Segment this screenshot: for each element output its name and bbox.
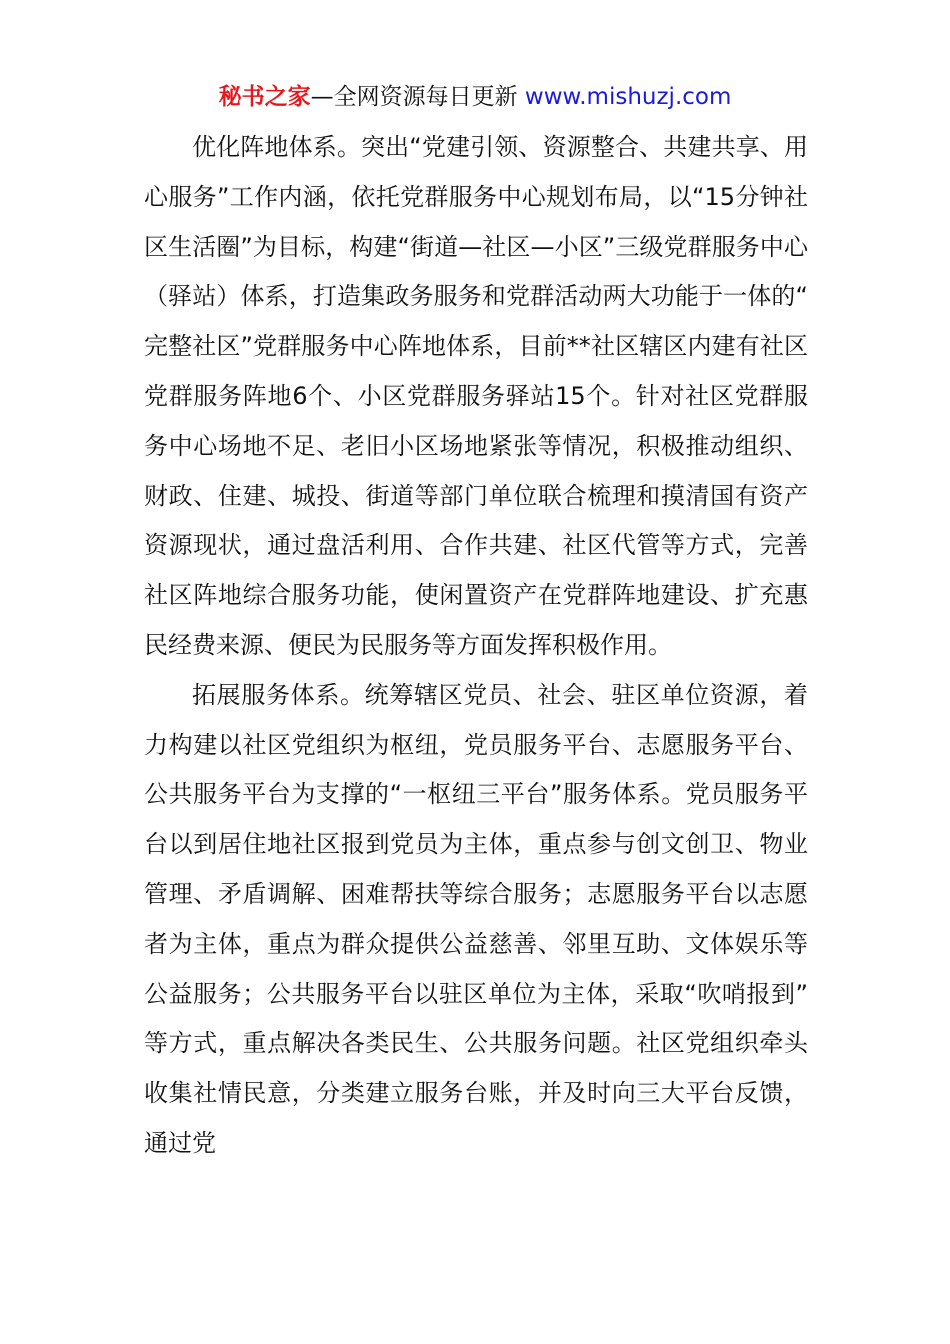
site-url-link[interactable]: www.mishuzj.com xyxy=(524,84,732,110)
paragraph-optimize-position-system: 优化阵地体系。突出“党建引领、资源整合、共建共享、用心服务”工作内涵，依托党群服务中心规划布局，以“15分钟社区生活圈”为目标，构建“街道—社区—小区”三级党群服务中心（驿站）体系，打造集政务服务和党群活动两大功能于一体的“完整社区”党群服务中心阵地体系，目前**社区辖区内建有社区党群服务阵地6个、小区党群服务驿站15个。针对社区党群服务中心场地不足、老旧小区场地紧张等情况，积极推动组织、财政、住建、城投、街道等部门单位联合梳理和摸清国有资产资源现状，通过盘活利用、合作共建、社区代管等方式，完善社区阵地综合服务功能，使闲置资产在党群阵地建设、扩充惠民经费来源、便民为民服务等方面发挥积极作用。 xyxy=(144,133,808,659)
document-body xyxy=(144,123,808,1169)
site-tagline: —全网资源每日更新 xyxy=(310,84,525,110)
site-header xyxy=(0,80,950,114)
paragraph-expand-service-system: 拓展服务体系。统筹辖区党员、社会、驻区单位资源，着力构建以社区党组织为枢纽，党员服务平台、志愿服务平台、公共服务平台为支撑的“一枢纽三平台”服务体系。党员服务平台以到居住地社区报到党员为主体，重点参与创文创卫、物业管理、矛盾调解、困难帮扶等综合服务；志愿服务平台以志愿者为主体，重点为群众提供公益慈善、邻里互助、文体娱乐等公益服务；公共服务平台以驻区单位为主体，采取“吹哨报到”等方式，重点解决各类民生、公共服务问题。社区党组织牵头收集社情民意，分类建立服务台账，并及时向三大平台反馈，通过党 xyxy=(144,680,808,1157)
site-brand: 秘书之家 xyxy=(218,84,311,110)
